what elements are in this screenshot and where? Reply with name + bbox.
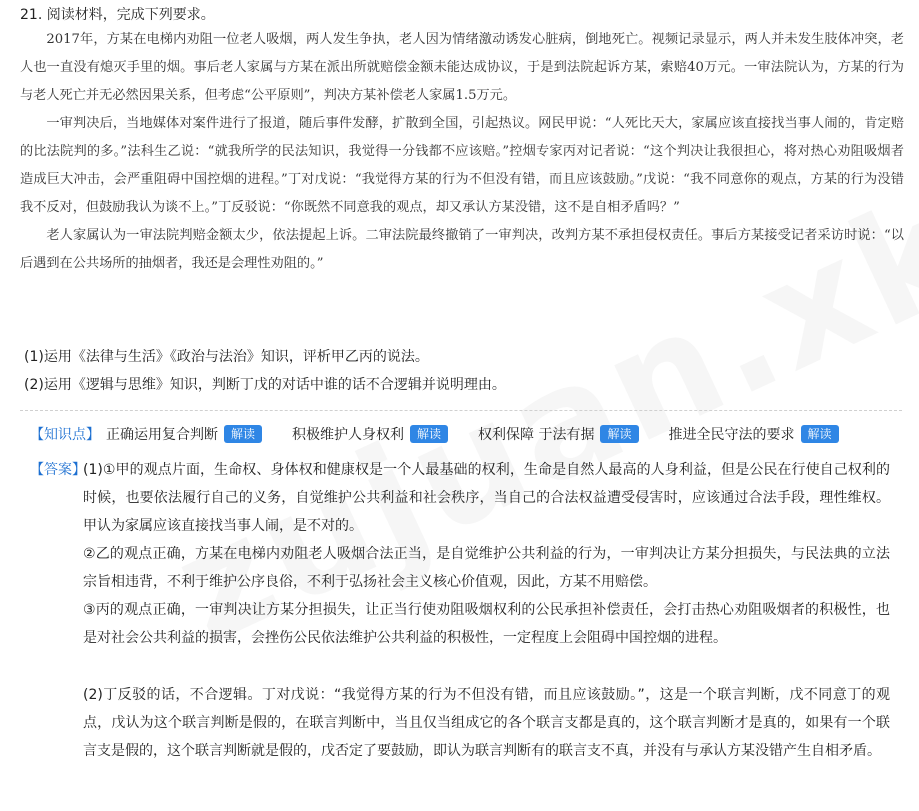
divider [20,410,902,411]
interpret-button[interactable]: 解读 [801,425,839,443]
requirement-item: (2)运用《逻辑与思维》知识，判断丁戊的对话中谁的话不合逻辑并说明理由。 [24,377,506,393]
answer-body [83,456,890,765]
knowledge-item-name: 积极维护人身权利 [292,427,405,443]
material-paragraph: 一审判决后，当地媒体对案件进行了报道，随后事件发酵，扩散到全国，引起热议。网民甲说：“人死比天大，家属应该直接找当事人闹的，肯定赔的比法院判的多。”法科生乙说：“就我所学的民法知识，我觉得一分钱都不应该赔。”控烟专家丙对记者说：“这个判决让我很担心，将对热心劝阻吸烟者造成巨大冲击，会严重阻碍中国控烟的进程。”丁对戊说：“我觉得方某的行为不但没有错，而且应该鼓励。”戊说：“我不同意你的观点，方某的行为没错我不反对，但鼓励我认为谈不上。”丁反驳说：“你既然不同意我的观点，却又承认方某没错，这不是自相矛盾吗？” [20,116,904,215]
interpret-button[interactable]: 解读 [600,425,638,443]
requirements [24,343,506,399]
knowledge-points [30,423,839,445]
answer-paragraph: (1)①甲的观点片面，生命权、身体权和健康权是一个人最基础的权利，生命是自然人最高的人身利益，但是公民在行使自己权利的时候，也要依法履行自己的义务，自觉维护公共利益和社会秩序，当自己的合法权益遭受侵害时，应该通过合法手段，理性维权。甲认为家属应该直接找当事人闹，是不对的。 [83,462,890,534]
knowledge-item [669,424,839,444]
knowledge-item [106,424,262,444]
question-title: 21. 阅读材料，完成下列要求。 [20,7,215,23]
interpret-button[interactable]: 解读 [410,425,448,443]
requirement-item: (1)运用《法律与生活》《政治与法治》知识，评析甲乙丙的说法。 [24,349,429,365]
answer-block [30,456,890,765]
material-text [20,26,904,278]
material-paragraph: 老人家属认为一审法院判赔金额太少，依法提起上诉。二审法院最终撤销了一审判决，改判方某不承担侵权责任。事后方某接受记者采访时说：“以后遇到在公共场所的抽烟者，我还是会理性劝阻的。” [20,228,904,271]
paragraph-gap [83,652,890,681]
knowledge-label: 【知识点】 [30,427,100,443]
knowledge-item-name: 权利保障 于法有据 [478,427,595,443]
answer-label: 【答案】 [30,462,86,478]
answer-paragraph: ③丙的观点正确，一审判决让方某分担损失，让正当行使劝阻吸烟权利的公民承担补偿责任，会打击热心劝阻吸烟者的积极性，也是对社会公共利益的损害，会挫伤公民依法维护公共利益的积极性，一定程度上会阻碍中国控烟的进程。 [83,602,890,646]
knowledge-item [478,424,638,444]
answer-paragraph: (2)丁反驳的话，不合逻辑。丁对戊说：“我觉得方某的行为不但没有错，而且应该鼓励。”，这是一个联言判断，戊不同意丁的观点，戊认为这个联言判断是假的，在联言判断中，当且仅当组成它的各个联言支都是真的，这个联言判断才是真的，如果有一个联言支是假的，这个联言判断就是假的，戊否定了要鼓励，即认为联言判断有的联言支不真，并没有与承认方某没错产生自相矛盾。 [83,687,890,759]
question-block [20,4,904,278]
knowledge-item [292,424,448,444]
answer-paragraph: ②乙的观点正确，方某在电梯内劝阻老人吸烟合法正当，是自觉维护公共利益的行为，一审判决让方某分担损失，与民法典的立法宗旨相违背，不利于维护公序良俗，不利于弘扬社会主义核心价值观，因此，方某不用赔偿。 [83,546,890,590]
knowledge-item-name: 推进全民守法的要求 [668,427,795,443]
knowledge-item-name: 正确运用复合判断 [106,427,218,443]
interpret-button[interactable]: 解读 [224,425,262,443]
material-paragraph: 2017年，方某在电梯内劝阻一位老人吸烟，两人发生争执，老人因为情绪激动诱发心脏病，倒地死亡。视频记录显示，两人并未发生肢体冲突，老人也一直没有熄灭手里的烟。事后老人家属与方某在派出所就赔偿金额未能达成协议，于是到法院起诉方某，索赔40万元。一审法院认为，方某的行为与老人死亡并无必然因果关系，但考虑“公平原则”，判决方某补偿老人家属1.5万元。 [20,32,904,103]
